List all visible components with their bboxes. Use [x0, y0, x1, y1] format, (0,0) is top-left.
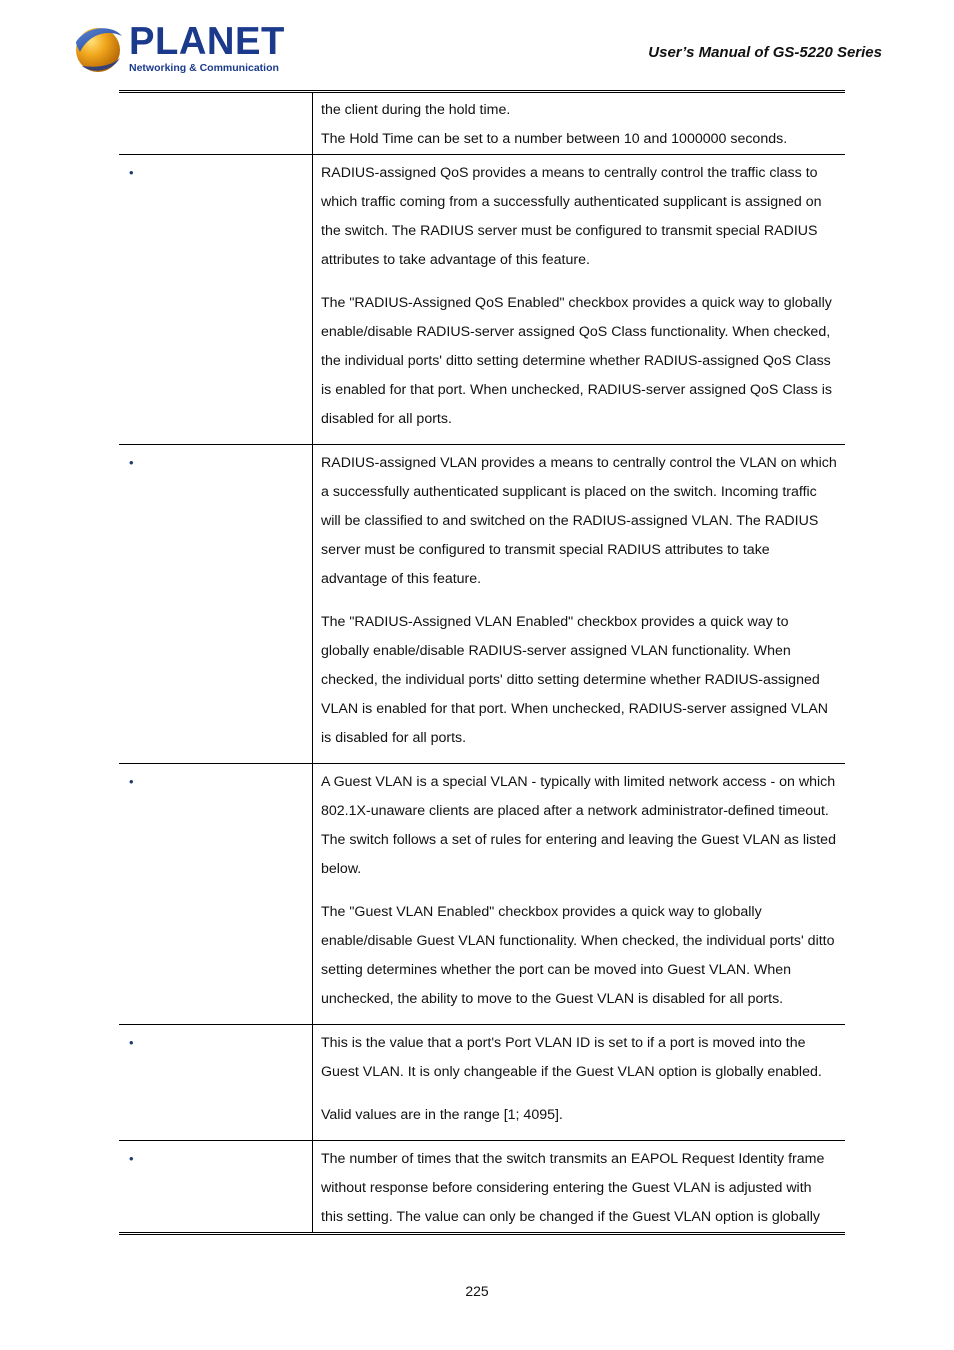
planet-logo [72, 20, 285, 78]
planet-globe-icon [72, 22, 126, 76]
description-cell [313, 92, 846, 155]
description-paragraph: The "RADIUS-Assigned VLAN Enabled" checkbox provides a quick way to globally enable/disable RADIUS-server assigned VLAN functionality. When checked, the individual ports' ditto setting determine whether RADIUS-assigned VLAN is enabled for that port. When unchecked, RADIUS-server assigned VLAN is disabled for all ports. [321, 614, 829, 746]
bullet-icon [119, 93, 312, 101]
description-cell [313, 155, 846, 445]
description-paragraph: Valid values are in the range [1; 4095]. [321, 1107, 563, 1123]
parameter-cell [119, 1025, 313, 1141]
bullet-icon: • [129, 165, 134, 180]
parameter-cell [119, 764, 313, 1025]
logo-wordmark: PLANET [129, 20, 285, 63]
table-row [119, 155, 845, 445]
parameter-cell [119, 92, 313, 155]
page-number: 225 [465, 1283, 489, 1299]
logo-tagline: Networking & Communication [129, 62, 279, 74]
description-paragraph: The number of times that the switch transmits an EAPOL Request Identity frame without response before considering entering the Guest VLAN is adjusted with this setting. The value can only be changed if the Guest VLAN option is globally [321, 1151, 825, 1225]
bullet-icon: • [129, 455, 134, 470]
parameter-cell [119, 445, 313, 764]
bullet-icon: • [129, 1151, 134, 1166]
description-cell [313, 764, 846, 1025]
bullet-icon: • [129, 1035, 134, 1050]
description-cell [313, 1025, 846, 1141]
parameter-cell [119, 1141, 313, 1234]
table-row [119, 764, 845, 1025]
description-paragraph: the client during the hold time. The Hold Time can be set to a number between 10 and 1000000 seconds. [321, 102, 788, 147]
description-cell [313, 445, 846, 764]
table-row [119, 445, 845, 764]
table-row [119, 92, 845, 155]
description-paragraph: RADIUS-assigned VLAN provides a means to centrally control the VLAN on which a successfully authenticated supplicant is placed on the switch. Incoming traffic will be classified to and switched on the RADIUS-assigned VLAN. The RADIUS server must be configured to transmit special RADIUS attributes to take advantage of this feature. [321, 455, 837, 587]
description-paragraph: A Guest VLAN is a special VLAN - typically with limited network access - on which 802.1X-unaware clients are placed after a network administrator-defined timeout. The switch follows a set of rules for entering and leaving the Guest VLAN as listed below. [321, 774, 836, 877]
description-paragraph: This is the value that a port's Port VLAN ID is set to if a port is moved into the Guest VLAN. It is only changeable if the Guest VLAN option is globally enabled. [321, 1035, 822, 1080]
description-paragraph: The "Guest VLAN Enabled" checkbox provides a quick way to globally enable/disable Guest VLAN functionality. When checked, the individual ports' ditto setting determines whether the port can be moved into Guest VLAN. When unchecked, the ability to move to the Guest VLAN is disabled for all ports. [321, 904, 835, 1007]
parameter-table [119, 90, 845, 1235]
description-cell [313, 1141, 846, 1234]
description-paragraph: The "RADIUS-Assigned QoS Enabled" checkbox provides a quick way to globally enable/disable RADIUS-server assigned QoS Class functionality. When checked, the individual ports' ditto setting determine whether RADIUS-assigned QoS Class is enabled for that port. When unchecked, RADIUS-server assigned QoS Class is disabled for all ports. [321, 295, 832, 427]
bullet-icon: • [129, 774, 134, 789]
table-row [119, 1141, 845, 1234]
parameter-cell [119, 155, 313, 445]
manual-title: User’s Manual of GS-5220 Series [648, 44, 882, 61]
description-paragraph: RADIUS-assigned QoS provides a means to centrally control the traffic class to which traffic coming from a successfully authenticated supplicant is assigned on the switch. The RADIUS server must be configured to transmit special RADIUS attributes to take advantage of this feature. [321, 165, 822, 268]
table-row [119, 1025, 845, 1141]
